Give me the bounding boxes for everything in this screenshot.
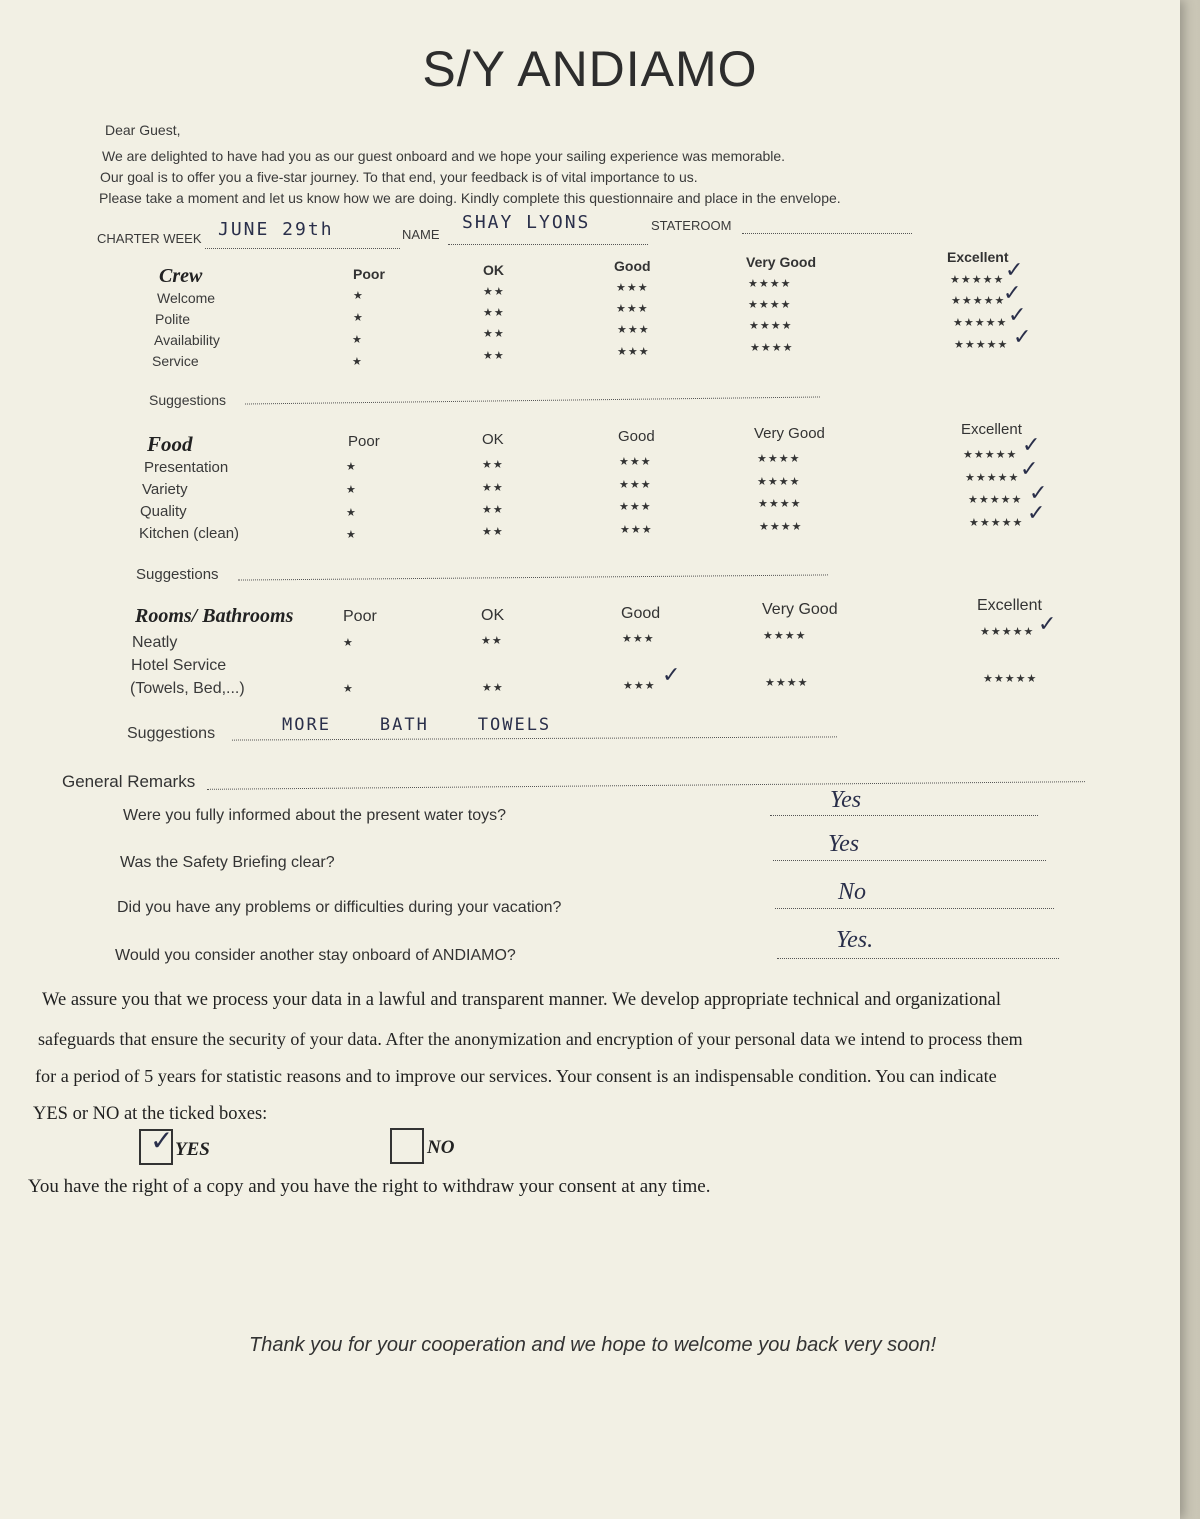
intro-line-1: We are delighted to have had you as our guest onboard and we hope your sailing experience was memorable. [102, 148, 786, 164]
food-variety-poor[interactable]: ★ [346, 484, 357, 496]
general-remarks-line[interactable] [207, 781, 1085, 790]
crew-availability-ok[interactable]: ★★ [483, 328, 505, 340]
intro-line-3: Please take a moment and let us know how we are doing. Kindly complete this questionnaire and place in the envelope. [99, 190, 841, 206]
name-line [448, 244, 648, 245]
rooms-neatly-ok[interactable]: ★★ [481, 635, 503, 647]
question-problems: Did you have any problems or difficulties during your vacation? [117, 899, 562, 916]
food-col-poor: Poor [348, 433, 380, 450]
crew-welcome-tick: ✓ [1005, 257, 1024, 282]
crew-col-poor: Poor [353, 266, 385, 282]
answer-line-problems [775, 908, 1054, 909]
crew-welcome-ok[interactable]: ★★ [483, 286, 505, 298]
food-col-ok: OK [482, 431, 504, 448]
rooms-row-hotel-service-detail: (Towels, Bed,...) [130, 680, 245, 697]
food-kitchen-ok[interactable]: ★★ [482, 526, 504, 538]
food-quality-excellent[interactable]: ★★★★★ [968, 494, 1023, 506]
crew-polite-good[interactable]: ★★★ [616, 303, 649, 315]
crew-col-good: Good [614, 258, 651, 274]
crew-suggestions-line[interactable] [245, 396, 820, 404]
consent-yes-label: YES [175, 1139, 210, 1160]
rooms-row-neatly: Neatly [132, 634, 178, 651]
rights-line: You have the right of a copy and you have the right to withdraw your consent at any time. [28, 1176, 711, 1197]
food-col-very-good: Very Good [754, 425, 825, 442]
food-suggestions-line[interactable] [238, 574, 828, 580]
food-presentation-poor[interactable]: ★ [346, 461, 357, 473]
food-presentation-very-good[interactable]: ★★★★ [757, 453, 801, 465]
rooms-suggestions-label: Suggestions [127, 725, 216, 742]
rooms-neatly-very-good[interactable]: ★★★★ [763, 630, 807, 642]
crew-suggestions-label: Suggestions [149, 392, 227, 408]
rooms-col-ok: OK [481, 607, 505, 624]
crew-availability-very-good[interactable]: ★★★★ [749, 320, 793, 332]
rooms-hotel-tick: ✓ [662, 662, 681, 687]
food-variety-excellent[interactable]: ★★★★★ [965, 472, 1020, 484]
consent-line-2: safeguards that ensure the security of your data. After the anonymization and encryption of your personal data we intend to process them [38, 1029, 1023, 1049]
food-presentation-excellent[interactable]: ★★★★★ [963, 449, 1018, 461]
food-quality-poor[interactable]: ★ [346, 507, 357, 519]
stateroom-label: STATEROOM [651, 218, 732, 233]
crew-col-excellent: Excellent [947, 249, 1009, 265]
crew-availability-tick: ✓ [1008, 302, 1027, 327]
rooms-neatly-excellent[interactable]: ★★★★★ [980, 626, 1035, 638]
crew-service-good[interactable]: ★★★ [617, 346, 650, 358]
question-safety-briefing: Was the Safety Briefing clear? [120, 854, 335, 871]
stateroom-line[interactable] [742, 233, 912, 234]
rooms-col-poor: Poor [343, 608, 377, 625]
food-quality-ok[interactable]: ★★ [482, 504, 504, 516]
general-remarks-label: General Remarks [62, 772, 196, 791]
crew-row-availability: Availability [154, 332, 220, 348]
food-variety-very-good[interactable]: ★★★★ [757, 476, 801, 488]
food-kitchen-good[interactable]: ★★★ [620, 524, 653, 536]
food-variety-tick: ✓ [1020, 456, 1039, 481]
food-col-good: Good [618, 428, 655, 445]
rooms-neatly-poor[interactable]: ★ [343, 637, 354, 649]
food-presentation-ok[interactable]: ★★ [482, 459, 504, 471]
food-row-presentation: Presentation [144, 459, 229, 476]
answer-another-stay[interactable]: Yes. [836, 927, 874, 953]
crew-row-service: Service [152, 353, 199, 369]
question-another-stay: Would you consider another stay onboard of ANDIAMO? [115, 947, 516, 964]
crew-service-ok[interactable]: ★★ [483, 350, 505, 362]
crew-polite-ok[interactable]: ★★ [483, 307, 505, 319]
consent-no-checkbox[interactable] [390, 1128, 424, 1164]
crew-polite-very-good[interactable]: ★★★★ [748, 299, 792, 311]
answer-line-safety-briefing [773, 860, 1046, 861]
food-kitchen-excellent[interactable]: ★★★★★ [969, 517, 1024, 529]
food-presentation-good[interactable]: ★★★ [619, 456, 652, 468]
footer-thank-you: Thank you for your cooperation and we hope to welcome you back very soon! [249, 1334, 937, 1356]
crew-availability-poor[interactable]: ★ [352, 334, 363, 346]
crew-welcome-poor[interactable]: ★ [353, 290, 364, 302]
salutation: Dear Guest, [105, 122, 181, 138]
rooms-col-good: Good [621, 605, 661, 622]
food-suggestions-label: Suggestions [136, 566, 219, 583]
name-label: NAME [402, 227, 440, 242]
rooms-hotel-excellent[interactable]: ★★★★★ [983, 673, 1038, 685]
consent-line-4: YES or NO at the ticked boxes: [33, 1104, 268, 1124]
consent-line-3: for a period of 5 years for statistic reasons and to improve our services. Your consent is an indispensable condition. You can indicate [35, 1066, 997, 1086]
food-presentation-tick: ✓ [1022, 432, 1041, 457]
question-water-toys: Were you fully informed about the present water toys? [123, 807, 507, 824]
answer-line-another-stay [777, 958, 1059, 959]
rooms-hotel-very-good[interactable]: ★★★★ [765, 677, 809, 689]
rooms-hotel-poor[interactable]: ★ [343, 683, 354, 695]
crew-col-ok: OK [483, 262, 504, 278]
crew-welcome-excellent[interactable]: ★★★★★ [950, 274, 1005, 286]
food-col-excellent: Excellent [961, 421, 1022, 438]
food-quality-good[interactable]: ★★★ [619, 501, 652, 513]
food-row-quality: Quality [140, 503, 187, 520]
crew-row-polite: Polite [155, 311, 191, 327]
crew-service-tick: ✓ [1013, 324, 1032, 349]
food-kitchen-very-good[interactable]: ★★★★ [759, 521, 803, 533]
crew-service-excellent[interactable]: ★★★★★ [954, 339, 1009, 351]
rooms-neatly-good[interactable]: ★★★ [622, 633, 655, 645]
rooms-row-hotel-service: Hotel Service [131, 657, 227, 674]
crew-polite-excellent[interactable]: ★★★★★ [951, 295, 1006, 307]
food-variety-ok[interactable]: ★★ [482, 482, 504, 494]
answer-water-toys[interactable]: Yes [830, 787, 862, 813]
rooms-suggestions-value[interactable]: MORE BATH TOWELS [282, 715, 552, 735]
consent-no-label: NO [427, 1137, 455, 1158]
rooms-hotel-good[interactable]: ★★★ [623, 680, 656, 692]
crew-availability-good[interactable]: ★★★ [617, 324, 650, 336]
rooms-col-excellent: Excellent [977, 597, 1042, 614]
food-quality-very-good[interactable]: ★★★★ [758, 498, 802, 510]
food-row-variety: Variety [142, 481, 188, 498]
food-kitchen-poor[interactable]: ★ [346, 529, 357, 541]
crew-welcome-good[interactable]: ★★★ [616, 282, 649, 294]
crew-availability-excellent[interactable]: ★★★★★ [953, 317, 1008, 329]
rooms-hotel-ok[interactable]: ★★ [482, 682, 504, 694]
section-title-food: Food [147, 432, 193, 456]
food-quality-tick: ✓ [1029, 480, 1048, 505]
section-title-rooms: Rooms/ Bathrooms [135, 605, 294, 627]
rooms-suggestions-line [232, 736, 837, 740]
consent-line-1: We assure you that we process your data in a lawful and transparent manner. We develop appropriate technical and organizational [42, 990, 1002, 1010]
charter-week-label: CHARTER WEEK [97, 231, 202, 246]
crew-polite-poor[interactable]: ★ [353, 312, 364, 324]
form-title: S/Y ANDIAMO [422, 41, 758, 97]
food-kitchen-tick: ✓ [1027, 500, 1046, 525]
rooms-col-very-good: Very Good [762, 601, 838, 618]
food-row-kitchen: Kitchen (clean) [139, 525, 240, 542]
name-value[interactable]: SHAY LYONS [462, 212, 591, 233]
charter-week-value[interactable]: JUNE 29th [218, 219, 334, 240]
section-title-crew: Crew [159, 265, 203, 287]
rooms-neatly-tick: ✓ [1038, 611, 1057, 636]
crew-service-poor[interactable]: ★ [352, 356, 363, 368]
crew-row-welcome: Welcome [157, 290, 216, 306]
charter-week-line [205, 248, 400, 249]
answer-problems[interactable]: No [838, 879, 867, 905]
crew-col-very-good: Very Good [746, 254, 817, 270]
intro-line-2: Our goal is to offer you a five-star journey. To that end, your feedback is of vital importance to us. [100, 169, 698, 185]
crew-service-very-good[interactable]: ★★★★ [750, 342, 794, 354]
consent-yes-tick: ✓ [150, 1125, 174, 1156]
answer-line-water-toys [770, 815, 1038, 816]
crew-polite-tick: ✓ [1003, 280, 1022, 305]
answer-safety-briefing[interactable]: Yes [828, 831, 860, 857]
crew-welcome-very-good[interactable]: ★★★★ [748, 278, 792, 290]
food-variety-good[interactable]: ★★★ [619, 479, 652, 491]
